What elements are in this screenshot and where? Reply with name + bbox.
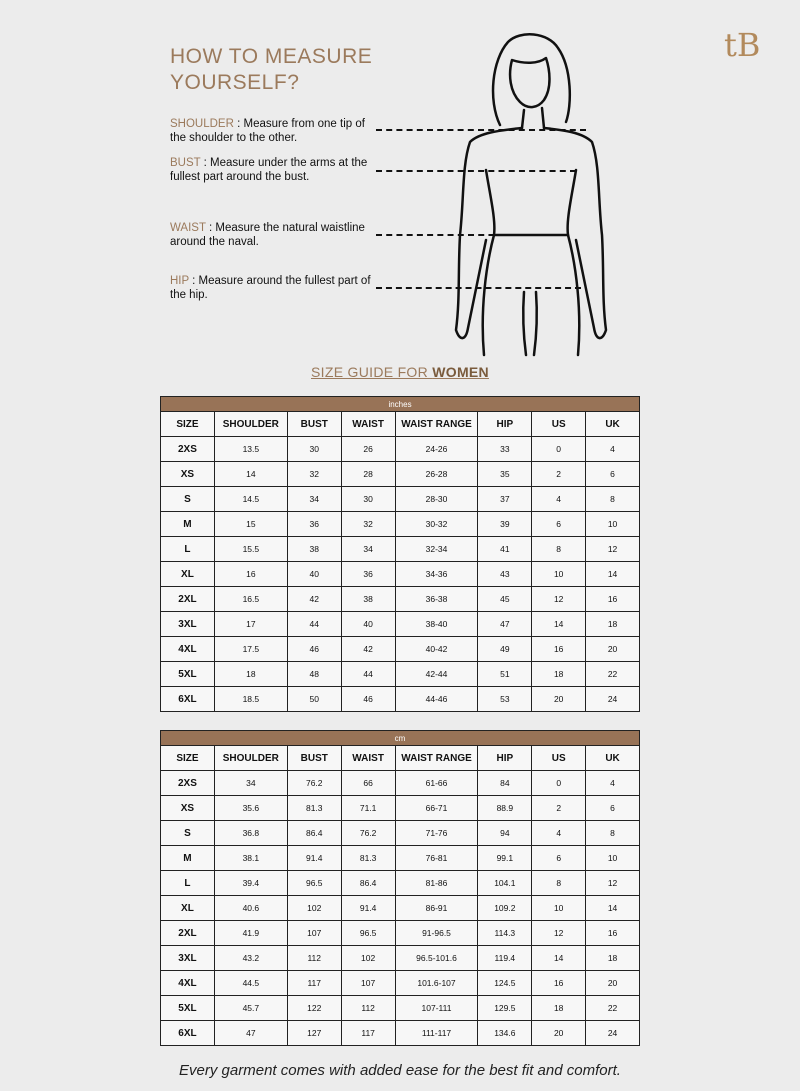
value-cell: 17 <box>214 612 287 637</box>
value-cell: 61-66 <box>395 771 478 796</box>
value-cell: 107 <box>287 921 341 946</box>
column-header: WAIST <box>341 412 395 437</box>
value-cell: 26 <box>341 437 395 462</box>
value-cell: 112 <box>287 946 341 971</box>
column-header: HIP <box>478 412 532 437</box>
value-cell: 36-38 <box>395 587 478 612</box>
value-cell: 30-32 <box>395 512 478 537</box>
value-cell: 40 <box>341 612 395 637</box>
value-cell: 0 <box>532 771 586 796</box>
value-cell: 39.4 <box>214 871 287 896</box>
value-cell: 13.5 <box>214 437 287 462</box>
value-cell: 20 <box>586 971 640 996</box>
value-cell: 38 <box>287 537 341 562</box>
column-header: HIP <box>478 746 532 771</box>
value-cell: 86.4 <box>341 871 395 896</box>
value-cell: 32-34 <box>395 537 478 562</box>
brand-logo: tB <box>724 26 761 64</box>
column-header: SHOULDER <box>214 412 287 437</box>
size-cell: 6XL <box>161 687 215 712</box>
size-cell: L <box>161 537 215 562</box>
value-cell: 34-36 <box>395 562 478 587</box>
size-table-cm <box>160 730 640 1046</box>
value-cell: 15.5 <box>214 537 287 562</box>
value-cell: 53 <box>478 687 532 712</box>
value-cell: 20 <box>532 687 586 712</box>
value-cell: 34 <box>287 487 341 512</box>
value-cell: 14 <box>586 562 640 587</box>
value-cell: 12 <box>586 871 640 896</box>
value-cell: 18 <box>586 612 640 637</box>
value-cell: 45.7 <box>214 996 287 1021</box>
value-cell: 14 <box>532 612 586 637</box>
value-cell: 28 <box>341 462 395 487</box>
table-row <box>161 562 640 587</box>
value-cell: 2 <box>532 462 586 487</box>
size-guide-heading: SIZE GUIDE FOR WOMEN <box>311 364 489 380</box>
table-row <box>161 871 640 896</box>
value-cell: 91.4 <box>341 896 395 921</box>
unit-label: inches <box>161 397 640 412</box>
value-cell: 47 <box>478 612 532 637</box>
column-header: SIZE <box>161 412 215 437</box>
column-header: SHOULDER <box>214 746 287 771</box>
value-cell: 4 <box>586 771 640 796</box>
value-cell: 46 <box>341 687 395 712</box>
value-cell: 66 <box>341 771 395 796</box>
value-cell: 26-28 <box>395 462 478 487</box>
value-cell: 30 <box>287 437 341 462</box>
size-cell: 5XL <box>161 662 215 687</box>
value-cell: 15 <box>214 512 287 537</box>
value-cell: 76.2 <box>287 771 341 796</box>
value-cell: 51 <box>478 662 532 687</box>
value-cell: 66-71 <box>395 796 478 821</box>
value-cell: 18.5 <box>214 687 287 712</box>
table-row <box>161 996 640 1021</box>
value-cell: 102 <box>341 946 395 971</box>
value-cell: 48 <box>287 662 341 687</box>
column-header: US <box>532 746 586 771</box>
table-row <box>161 1021 640 1046</box>
value-cell: 99.1 <box>478 846 532 871</box>
value-cell: 96.5 <box>287 871 341 896</box>
table-row <box>161 487 640 512</box>
column-header: WAIST <box>341 746 395 771</box>
size-cell: XS <box>161 462 215 487</box>
value-cell: 16 <box>532 971 586 996</box>
value-cell: 40.6 <box>214 896 287 921</box>
column-header: WAIST RANGE <box>395 412 478 437</box>
value-cell: 8 <box>532 537 586 562</box>
value-cell: 12 <box>586 537 640 562</box>
table-row <box>161 821 640 846</box>
size-cell: 5XL <box>161 996 215 1021</box>
column-header: SIZE <box>161 746 215 771</box>
value-cell: 124.5 <box>478 971 532 996</box>
page-title: HOW TO MEASURE YOURSELF? <box>170 45 373 94</box>
value-cell: 96.5-101.6 <box>395 946 478 971</box>
footer-note: Every garment comes with added ease for the best fit and comfort. <box>179 1062 621 1079</box>
size-cell: M <box>161 512 215 537</box>
size-cell: XS <box>161 796 215 821</box>
value-cell: 24-26 <box>395 437 478 462</box>
value-cell: 6 <box>532 846 586 871</box>
value-cell: 41 <box>478 537 532 562</box>
table-row <box>161 846 640 871</box>
value-cell: 22 <box>586 996 640 1021</box>
value-cell: 24 <box>586 687 640 712</box>
value-cell: 107 <box>341 971 395 996</box>
value-cell: 6 <box>586 462 640 487</box>
value-cell: 18 <box>586 946 640 971</box>
value-cell: 32 <box>287 462 341 487</box>
size-cell: 4XL <box>161 637 215 662</box>
value-cell: 91-96.5 <box>395 921 478 946</box>
value-cell: 39 <box>478 512 532 537</box>
value-cell: 44 <box>287 612 341 637</box>
value-cell: 86-91 <box>395 896 478 921</box>
value-cell: 134.6 <box>478 1021 532 1046</box>
value-cell: 36.8 <box>214 821 287 846</box>
measure-shoulder: SHOULDER : Measure from one tip of the shoulder to the other. <box>170 118 365 144</box>
value-cell: 8 <box>586 821 640 846</box>
unit-label: cm <box>161 731 640 746</box>
value-cell: 114.3 <box>478 921 532 946</box>
value-cell: 43 <box>478 562 532 587</box>
size-cell: 2XL <box>161 587 215 612</box>
value-cell: 76-81 <box>395 846 478 871</box>
value-cell: 46 <box>287 637 341 662</box>
value-cell: 34 <box>341 537 395 562</box>
value-cell: 71-76 <box>395 821 478 846</box>
table-row <box>161 796 640 821</box>
value-cell: 28-30 <box>395 487 478 512</box>
value-cell: 4 <box>586 437 640 462</box>
value-cell: 109.2 <box>478 896 532 921</box>
value-cell: 104.1 <box>478 871 532 896</box>
value-cell: 4 <box>532 821 586 846</box>
value-cell: 117 <box>341 1021 395 1046</box>
value-cell: 119.4 <box>478 946 532 971</box>
size-cell: M <box>161 846 215 871</box>
value-cell: 91.4 <box>287 846 341 871</box>
size-cell: L <box>161 871 215 896</box>
measure-waist: WAIST : Measure the natural waistline around the naval. <box>170 222 365 248</box>
value-cell: 14 <box>586 896 640 921</box>
table-row <box>161 637 640 662</box>
value-cell: 33 <box>478 437 532 462</box>
unit-row <box>161 731 640 746</box>
value-cell: 2 <box>532 796 586 821</box>
value-cell: 96.5 <box>341 921 395 946</box>
value-cell: 35.6 <box>214 796 287 821</box>
value-cell: 6 <box>532 512 586 537</box>
value-cell: 129.5 <box>478 996 532 1021</box>
column-header: UK <box>586 412 640 437</box>
value-cell: 81.3 <box>287 796 341 821</box>
value-cell: 117 <box>287 971 341 996</box>
value-cell: 14 <box>532 946 586 971</box>
table-row <box>161 587 640 612</box>
value-cell: 44.5 <box>214 971 287 996</box>
value-cell: 6 <box>586 796 640 821</box>
value-cell: 112 <box>341 996 395 1021</box>
size-cell: 2XL <box>161 921 215 946</box>
value-cell: 32 <box>341 512 395 537</box>
table-row <box>161 612 640 637</box>
value-cell: 38-40 <box>395 612 478 637</box>
value-cell: 16.5 <box>214 587 287 612</box>
measure-hip: HIP : Measure around the fullest part of the hip. <box>170 275 371 301</box>
value-cell: 50 <box>287 687 341 712</box>
value-cell: 34 <box>214 771 287 796</box>
size-table-inches <box>160 396 640 712</box>
body-figure-icon <box>440 30 620 360</box>
table-row <box>161 921 640 946</box>
size-cell: 3XL <box>161 946 215 971</box>
table-row <box>161 512 640 537</box>
size-cell: 2XS <box>161 437 215 462</box>
value-cell: 36 <box>341 562 395 587</box>
value-cell: 107-111 <box>395 996 478 1021</box>
value-cell: 40 <box>287 562 341 587</box>
table-row <box>161 462 640 487</box>
column-header: UK <box>586 746 640 771</box>
value-cell: 111-117 <box>395 1021 478 1046</box>
value-cell: 30 <box>341 487 395 512</box>
value-cell: 49 <box>478 637 532 662</box>
value-cell: 16 <box>586 921 640 946</box>
value-cell: 102 <box>287 896 341 921</box>
value-cell: 42 <box>341 637 395 662</box>
value-cell: 41.9 <box>214 921 287 946</box>
value-cell: 38 <box>341 587 395 612</box>
column-header: WAIST RANGE <box>395 746 478 771</box>
value-cell: 76.2 <box>341 821 395 846</box>
value-cell: 38.1 <box>214 846 287 871</box>
value-cell: 12 <box>532 921 586 946</box>
value-cell: 4 <box>532 487 586 512</box>
value-cell: 12 <box>532 587 586 612</box>
value-cell: 84 <box>478 771 532 796</box>
size-cell: 3XL <box>161 612 215 637</box>
value-cell: 20 <box>532 1021 586 1046</box>
value-cell: 14 <box>214 462 287 487</box>
value-cell: 18 <box>532 996 586 1021</box>
size-cell: 4XL <box>161 971 215 996</box>
table-row <box>161 537 640 562</box>
value-cell: 94 <box>478 821 532 846</box>
size-cell: XL <box>161 562 215 587</box>
value-cell: 16 <box>214 562 287 587</box>
size-cell: S <box>161 821 215 846</box>
value-cell: 0 <box>532 437 586 462</box>
value-cell: 88.9 <box>478 796 532 821</box>
value-cell: 24 <box>586 1021 640 1046</box>
value-cell: 18 <box>214 662 287 687</box>
value-cell: 22 <box>586 662 640 687</box>
value-cell: 10 <box>532 562 586 587</box>
header-row <box>161 746 640 771</box>
column-header: BUST <box>287 746 341 771</box>
value-cell: 16 <box>586 587 640 612</box>
value-cell: 40-42 <box>395 637 478 662</box>
value-cell: 127 <box>287 1021 341 1046</box>
value-cell: 122 <box>287 996 341 1021</box>
value-cell: 44-46 <box>395 687 478 712</box>
measure-bust: BUST : Measure under the arms at the fullest part around the bust. <box>170 157 368 183</box>
size-cell: XL <box>161 896 215 921</box>
unit-row <box>161 397 640 412</box>
value-cell: 81.3 <box>341 846 395 871</box>
value-cell: 81-86 <box>395 871 478 896</box>
value-cell: 8 <box>586 487 640 512</box>
value-cell: 14.5 <box>214 487 287 512</box>
table-row <box>161 946 640 971</box>
table-row <box>161 437 640 462</box>
value-cell: 35 <box>478 462 532 487</box>
table-row <box>161 687 640 712</box>
value-cell: 43.2 <box>214 946 287 971</box>
size-cell: 6XL <box>161 1021 215 1046</box>
value-cell: 8 <box>532 871 586 896</box>
value-cell: 16 <box>532 637 586 662</box>
table-row <box>161 896 640 921</box>
column-header: BUST <box>287 412 341 437</box>
table-row <box>161 662 640 687</box>
value-cell: 10 <box>586 846 640 871</box>
value-cell: 45 <box>478 587 532 612</box>
value-cell: 71.1 <box>341 796 395 821</box>
header-row <box>161 412 640 437</box>
value-cell: 47 <box>214 1021 287 1046</box>
value-cell: 36 <box>287 512 341 537</box>
size-cell: S <box>161 487 215 512</box>
value-cell: 101.6-107 <box>395 971 478 996</box>
value-cell: 86.4 <box>287 821 341 846</box>
value-cell: 18 <box>532 662 586 687</box>
column-header: US <box>532 412 586 437</box>
value-cell: 37 <box>478 487 532 512</box>
table-row <box>161 971 640 996</box>
value-cell: 44 <box>341 662 395 687</box>
value-cell: 17.5 <box>214 637 287 662</box>
value-cell: 42-44 <box>395 662 478 687</box>
value-cell: 20 <box>586 637 640 662</box>
table-row <box>161 771 640 796</box>
size-cell: 2XS <box>161 771 215 796</box>
value-cell: 42 <box>287 587 341 612</box>
value-cell: 10 <box>532 896 586 921</box>
value-cell: 10 <box>586 512 640 537</box>
